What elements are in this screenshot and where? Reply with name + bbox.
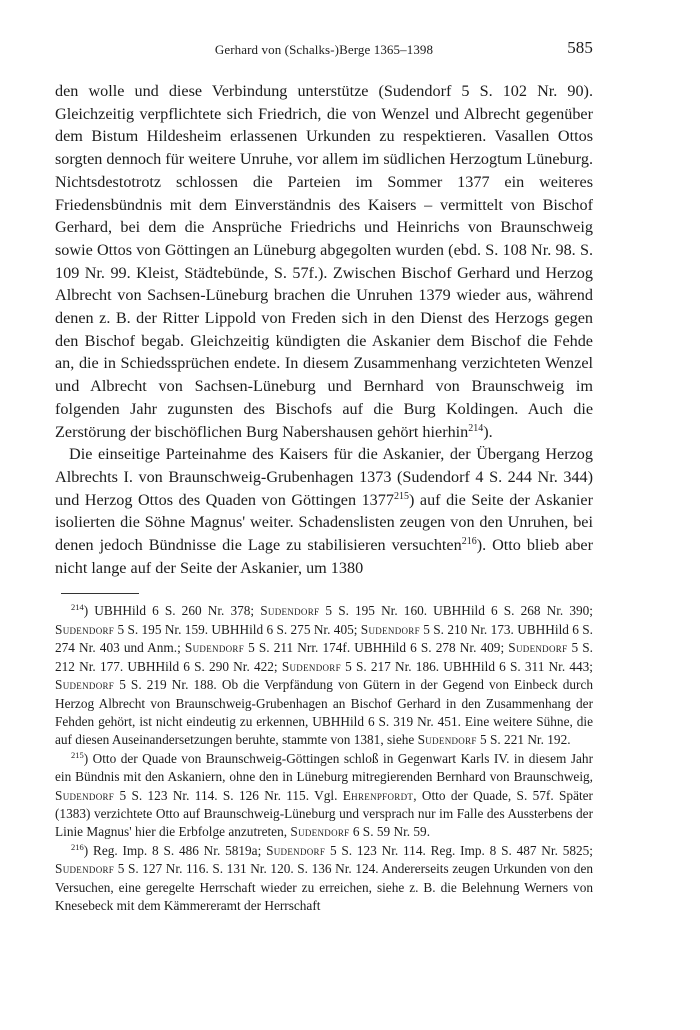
footnote-text: 5 S. 221 Nr. 192. xyxy=(476,732,571,748)
author-name: Sudendorf xyxy=(290,824,350,840)
footnote-ref-214: 214 xyxy=(468,422,484,434)
author-name: Sudendorf xyxy=(260,603,320,619)
paragraph-2-text-c: ). Otto blieb aber nicht lange auf der Seite der Askanier, um 1380 xyxy=(55,536,593,577)
paragraph-2 xyxy=(55,443,593,579)
footnote-text: ) Otto der Quade von Braunschweig-Göttingen schloß in Gegenwart Karls IV. in diesem Jahr ein Bündnis mit den Askaniern, ohne den in Lüneburg mitregierenden Bernhard von Braunschweig, xyxy=(55,750,593,785)
footnote-215 xyxy=(55,750,593,842)
footnote-214 xyxy=(55,602,593,749)
footnote-text: ) UBHHild 6 S. 260 Nr. 378; xyxy=(83,603,261,619)
author-name: Sudendorf xyxy=(184,640,245,656)
footnote-ref-216: 216 xyxy=(461,536,477,548)
author-name: Sudendorf xyxy=(281,658,341,674)
author-name: Sudendorf xyxy=(55,677,115,693)
author-name: Sudendorf xyxy=(55,787,115,803)
footnote-text: 5 S. 212 Nr. 177. UBHHild 6 S. 290 Nr. 422; xyxy=(55,640,593,674)
page-number: 585 xyxy=(567,38,593,57)
author-name: Sudendorf xyxy=(55,861,115,877)
author-name: Ehrenpfordt xyxy=(342,787,414,803)
author-name: Sudendorf xyxy=(417,732,477,748)
footnote-text: 5 S. 123 Nr. 114. S. 126 Nr. 115. Vgl. xyxy=(114,787,343,803)
footnote-text: 6 S. 59 Nr. 59. xyxy=(349,824,431,840)
footnote-number: 215 xyxy=(71,749,84,760)
footnote-text: 5 S. 195 Nr. 159. UBHHild 6 S. 275 Nr. 405; xyxy=(114,621,361,637)
page xyxy=(55,38,593,915)
running-title: Gerhard von (Schalks-)Berge 1365–1398 xyxy=(214,42,434,57)
footnotes xyxy=(55,602,593,915)
footnote-text: 5 S. 211 Nrr. 174f. UBHHild 6 S. 278 Nr. 409; xyxy=(244,640,509,656)
footnote-text: 5 S. 210 Nr. 173. UBHHild 6 S. 274 Nr. 403 und Anm.; xyxy=(55,621,593,656)
author-name: Sudendorf xyxy=(360,621,420,637)
footnote-separator xyxy=(61,593,139,594)
footnote-text: , Otto der Quade, S. 57f. Später (1383) verzichtete Otto auf Braunschweig-Lüneburg und versprach nur im Falle des Aussterbens der Linie Magnus' hier die Erbfolge anzutreten, xyxy=(55,787,593,840)
footnote-text: 5 S. 123 Nr. 114. Reg. Imp. 8 S. 487 Nr. 5825; xyxy=(325,842,593,858)
footnote-ref-215: 215 xyxy=(393,490,409,502)
paragraph-1-text: den wolle und diese Verbindung unterstütze (Sudendorf 5 S. 102 Nr. 90). Gleichzeitig verpflichtete sich Friedrich, die von Wenzel und Albrecht gegenüber dem Bistum Hildesheim erlassenen Urkunden zu respektieren. Vasallen Ottos sorgten dennoch für weitere Unruhe, vor allem im südlichen Herzogtum Lüneburg. Nichtsdestotrotz schlossen die Parteien im Sommer 1377 ein weiteres Friedensbündnis mit dem Einverständnis des Kaisers – vermittelt von Bischof Gerhard, bei dem die Ansprüche Friedrichs und Heinrichs von Braunschweig sowie Ottos von Göttingen an Lüneburg abgegolten wurden (ebd. S. 108 Nr. 98. S. 109 Nr. 99. Kleist, Städtebünde, S. 57f.). Zwischen Bischof Gerhard und Herzog Albrecht von Sachsen-Lüneburg brachen die Unruhen 1379 wieder aus, während denen z. B. der Ritter Lippold von Freden sich in den Dienst des Herzogs gegen den Bischof begab. Gleichzeitig kündigten die Askanier dem Bischof die Fehde an, die in Schiedssprüchen endete. In diesem Zusammenhang verzichteten Wenzel und Albrecht von Sachsen-Lüneburg und Bernhard von Braunschweig im folgenden Jahr zugunsten des Bischofs auf die Burg Koldingen. Auch die Zerstörung der bischöflichen Burg Nabershausen gehört hierhin xyxy=(55,82,593,441)
running-head xyxy=(55,38,593,62)
footnote-number: 214 xyxy=(71,602,84,613)
main-text xyxy=(55,80,593,579)
footnote-text: 5 S. 219 Nr. 188. Ob die Verpfändung von Gütern in der Gegend von Einbeck durch Herzog Albrecht von Braunschweig-Grubenhagen an Bischof Gerhard in den Zusammenhang der Fehden gehört, ist nicht eindeutig zu erkennen, UBHHild 6 S. 319 Nr. 451. Eine weitere Sühne, die auf diesen Auseinandersetzungen beruhte, stammte von 1381, siehe xyxy=(55,677,593,748)
paragraph-2-text-a: Die einseitige Parteinahme des Kaisers für die Askanier, der Übergang Herzog Albrechts I. von Braunschweig-Grubenhagen 1373 (Sudendorf 4 S. 244 Nr. 344) und Herzog Ottos des Quaden von Göttingen 1377 xyxy=(55,445,593,509)
paragraph-2-text-b: ) auf die Seite der Askanier isolierten die Söhne Magnus' weiter. Schadenslisten zeugen von den Unruhen, bei denen jedoch Bündnisse die Lage zu stabilisieren versuchten xyxy=(55,490,593,555)
author-name: Sudendorf xyxy=(266,842,326,858)
footnote-text: 5 S. 195 Nr. 160. UBHHild 6 S. 268 Nr. 390; xyxy=(319,603,593,619)
footnote-text: 5 S. 127 Nr. 116. S. 131 Nr. 120. S. 136 Nr. 124. Andererseits zeugen Urkunden von den Versuchen, eine geregelte Herrschaft wieder zu erreichen, siehe z. B. die Belehnung Werners von Knesebeck mit dem Kämmereramt der Herrschaft xyxy=(55,861,593,913)
author-name: Sudendorf xyxy=(55,621,115,637)
author-name: Sudendorf xyxy=(508,640,568,656)
paragraph-1 xyxy=(55,80,593,443)
footnote-216 xyxy=(55,842,593,916)
footnote-text: 5 S. 217 Nr. 186. UBHHild 6 S. 311 Nr. 443; xyxy=(340,658,593,674)
paragraph-1-end: ). xyxy=(483,422,493,441)
footnote-text: ) Reg. Imp. 8 S. 486 Nr. 5819a; xyxy=(83,842,267,858)
footnote-number: 216 xyxy=(71,841,84,852)
